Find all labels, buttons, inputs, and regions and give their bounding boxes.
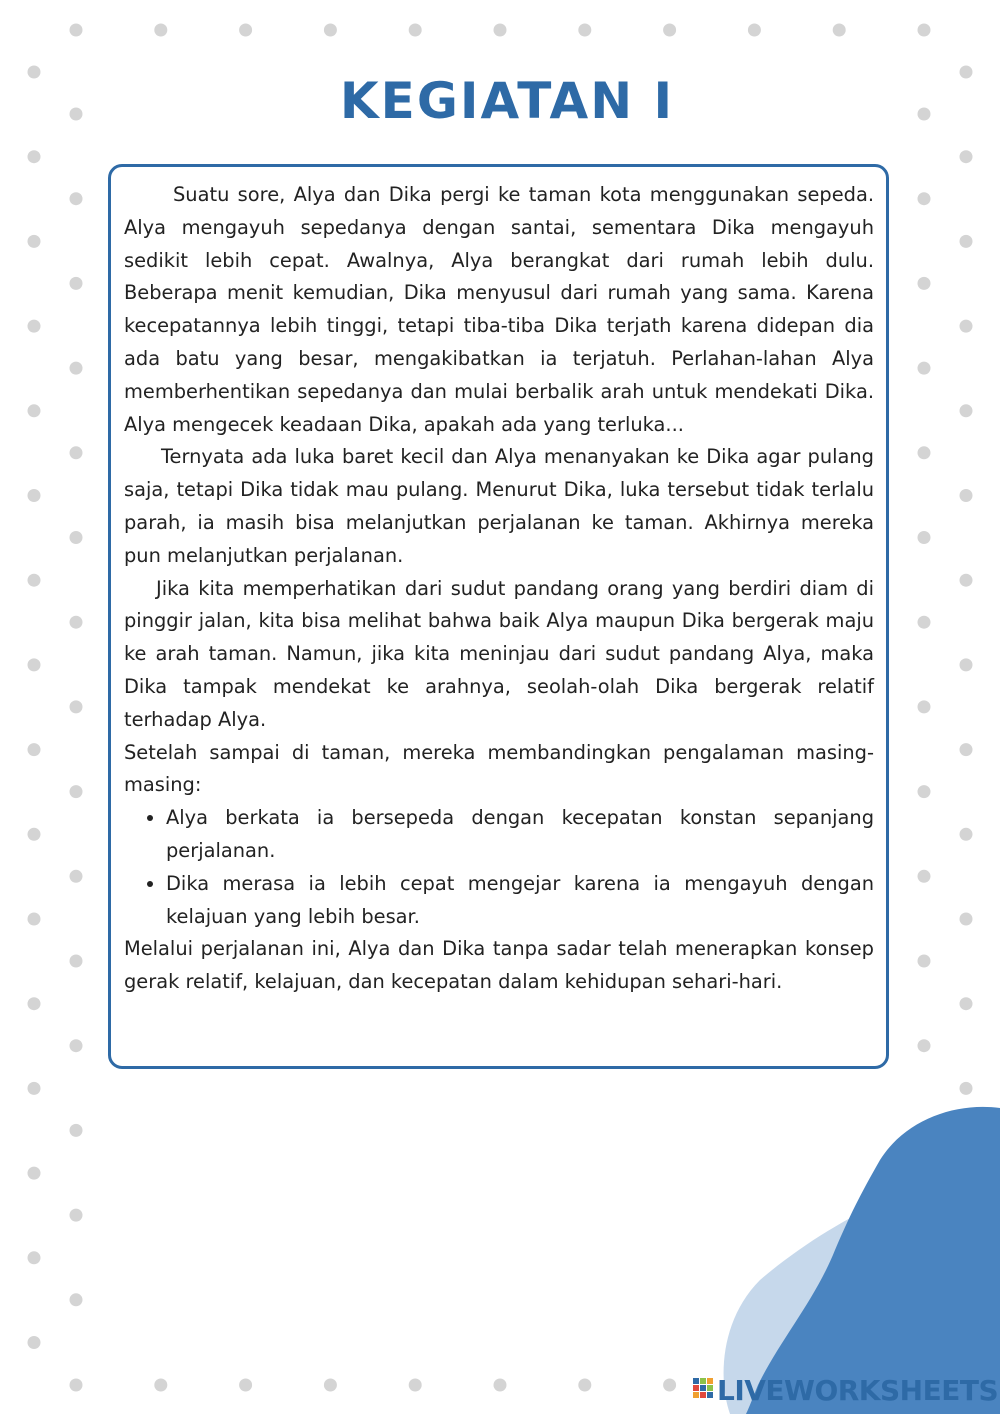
story-paragraph-4: Setelah sampai di taman, mereka membandingkan pengalaman masing-masing: — [124, 740, 874, 797]
list-item: • Dika merasa ia lebih cepat mengejar karena ia mengayuh dengan kelajuan yang lebih besar. — [166, 868, 874, 934]
liveworksheets-logo — [692, 1372, 998, 1408]
liveworksheets-logo-icon — [692, 1375, 714, 1405]
story-paragraph-5: Melalui perjalanan ini, Alya dan Dika tanpa sadar telah menerapkan konsep gerak relatif, kelajuan, dan kecepatan dalam kehidupan sehari-hari. — [124, 937, 874, 994]
corner-blob-dark — [746, 1107, 1000, 1414]
story-paragraph-1: Suatu sore, Alya dan Dika pergi ke taman kota menggunakan sepeda. Alya mengayuh sepedanya dengan santai, sementara Dika mengayuh sedikit lebih cepat. Awalnya, Alya berangkat dari rumah lebih dulu. Beberapa menit kemudian, Dika menyusul dari rumah yang sama. Karena kecepatannya lebih tinggi, tetapi tiba-tiba Dika terjath karena didepan dia ada batu yang besar, mengakibatkan ia terjatuh. Perlahan-lahan Alya memberhentikan sepedanya dan mulai berbalik arah untuk mendekati Dika. Alya mengecek keadaan Dika, apakah ada yang terluka... — [124, 183, 874, 436]
experience-list — [124, 802, 874, 933]
story-paragraph-3: Jika kita memperhatikan dari sudut pandang orang yang berdiri diam di pinggir jalan, kita bisa melihat bahwa baik Alya maupun Dika bergerak maju ke arah taman. Namun, jika kita meninjau dari sudut pandang Alya, maka Dika tampak mendekat ke arahnya, seolah-olah Dika bergerak relatif terhadap Alya. — [124, 576, 874, 731]
list-item: • Alya berkata ia bersepeda dengan kecepatan konstan sepanjang perjalanan. — [166, 802, 874, 868]
page-title: KEGIATAN I — [339, 72, 675, 130]
liveworksheets-logo-text: LIVEWORKSHEETS — [717, 1373, 999, 1407]
story-box — [108, 164, 889, 1069]
story-paragraph-2: Ternyata ada luka baret kecil dan Alya menanyakan ke Dika agar pulang saja, tetapi Dika tidak mau pulang. Menurut Dika, luka tersebut tidak terlalu parah, ia masih bisa melanjutkan perjalanan ke taman. Akhirnya mereka pun melanjutkan perjalanan. — [124, 445, 874, 567]
